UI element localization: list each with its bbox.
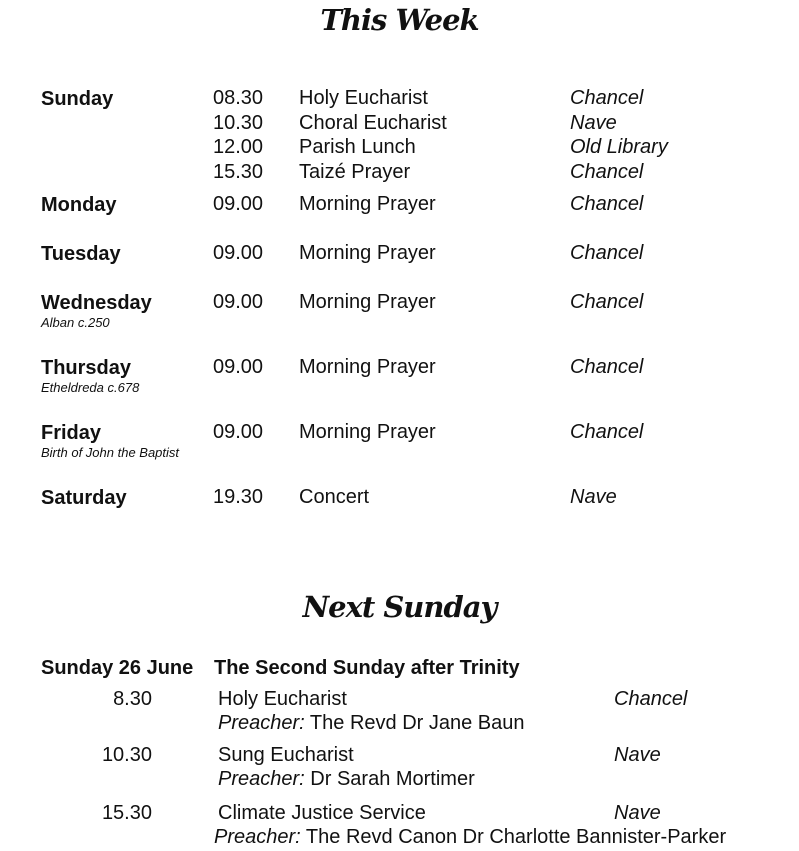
service-name: Morning Prayer [299, 356, 436, 378]
next-sunday-service-time: 10.30 [101, 744, 152, 766]
service-time: 08.30 [213, 87, 264, 109]
preacher-label: Preacher: [218, 712, 305, 734]
preacher-name: The Revd Dr Jane Baun [309, 712, 525, 734]
service-name: Holy Eucharist [299, 87, 428, 109]
service-name: Choral Eucharist [299, 111, 447, 134]
preacher-name: The Revd Canon Dr Charlotte Bannister-Parker [305, 826, 727, 848]
service-place: Chancel [570, 356, 644, 378]
day-label-thursday: Thursday [41, 357, 132, 379]
next-sunday-service-name: Holy Eucharist [218, 688, 347, 710]
next-sunday-header [41, 656, 520, 680]
preacher-label: Preacher: [214, 826, 301, 848]
service-time: 09.00 [213, 356, 264, 378]
service-time: 12.00 [213, 136, 264, 158]
next-sunday-date: Sunday 26 June [41, 657, 194, 679]
saint-day-note: Birth of John the Baptist [41, 445, 180, 460]
day-label-wednesday: Wednesday [41, 292, 152, 314]
next-sunday-service-name: Climate Justice Service [218, 802, 426, 824]
next-sunday-service-name: Sung Eucharist [218, 744, 354, 766]
service-time: 09.00 [213, 242, 264, 264]
preacher-label: Preacher: [218, 768, 305, 790]
preacher-line [214, 825, 726, 849]
preacher-line [218, 767, 475, 791]
service-place: Chancel [570, 160, 644, 183]
day-label-tuesday: Tuesday [41, 243, 121, 265]
next-sunday-title: Next Sunday [302, 590, 497, 624]
day-label-friday: Friday [41, 422, 102, 444]
next-sunday-service-time: 15.30 [101, 802, 152, 824]
service-time: 19.30 [213, 486, 264, 508]
preacher-line [218, 711, 524, 735]
service-name: Morning Prayer [299, 242, 436, 264]
service-place: Old Library [570, 136, 668, 158]
saint-day-note: Etheldreda c.678 [41, 380, 140, 395]
preacher-name: Dr Sarah Mortimer [310, 768, 475, 790]
service-time: 09.00 [213, 291, 264, 313]
service-place: Chancel [570, 291, 644, 313]
service-time: 09.00 [213, 193, 264, 215]
next-sunday-service-place: Chancel [614, 688, 688, 710]
service-place: Nave [570, 111, 617, 134]
service-name: Morning Prayer [299, 193, 436, 215]
service-time: 10.30 [213, 111, 264, 134]
day-label-saturday: Saturday [41, 487, 127, 509]
service-place: Chancel [570, 242, 644, 264]
next-sunday-occasion: The Second Sunday after Trinity [214, 657, 520, 679]
next-sunday-service-place: Nave [614, 802, 661, 824]
service-place: Chancel [570, 193, 644, 215]
service-name: Parish Lunch [299, 136, 416, 158]
service-place: Chancel [570, 421, 644, 443]
day-label-sunday: Sunday [41, 88, 114, 110]
service-name: Morning Prayer [299, 291, 436, 313]
this-week-title: This Week [320, 3, 479, 37]
service-place: Nave [570, 486, 617, 508]
service-name: Concert [299, 486, 370, 508]
service-place: Chancel [570, 87, 644, 109]
service-time: 09.00 [213, 421, 264, 443]
service-time: 15.30 [213, 160, 264, 183]
next-sunday-service-time: 8.30 [113, 688, 152, 710]
day-label-monday: Monday [41, 194, 117, 216]
saint-day-note: Alban c.250 [41, 315, 110, 330]
service-name: Taizé Prayer [299, 160, 411, 183]
next-sunday-service-place: Nave [614, 744, 661, 766]
service-name: Morning Prayer [299, 421, 436, 443]
